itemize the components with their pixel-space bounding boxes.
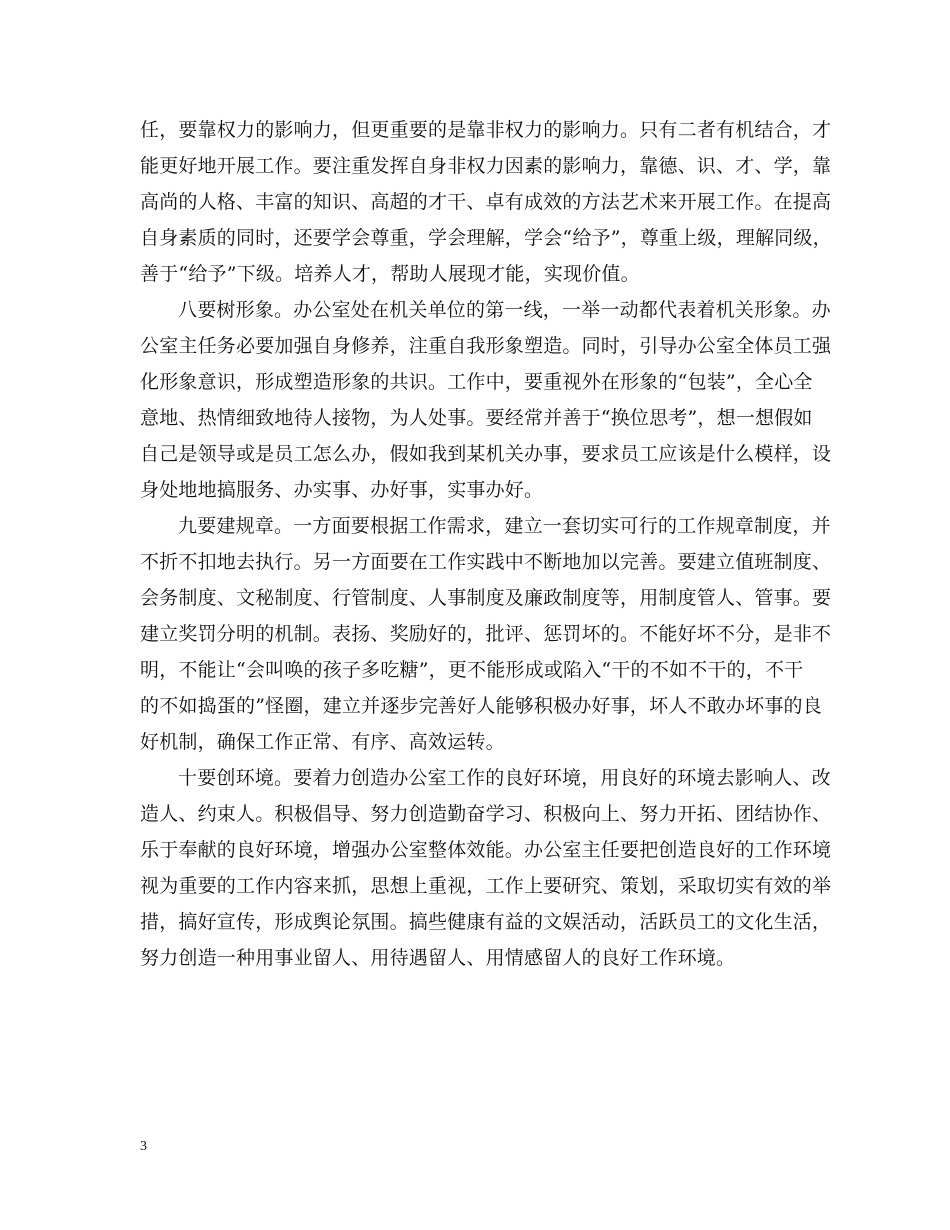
paragraph-line: 努力创造一种用事业留人、用待遇留人、用情感留人的良好工作环境。 [140,947,736,969]
paragraph-line: 会务制度、文秘制度、行管制度、人事制度及廉政制度等，用制度管人、管事。要 [140,587,832,609]
paragraph-line: 视为重要的工作内容来抓，思想上重视，工作上要研究、策划，采取切实有效的举 [140,875,832,897]
paragraph-line: 意地、热情细致地待人接物，为人处事。要经常并善于“换位思考”，想一想假如 [140,407,813,429]
paragraph-first-line: 九要建规章。一方面要根据工作需求，建立一套切实可行的工作规章制度，并 [178,515,831,537]
paragraph-first-line: 八要树形象。办公室处在机关单位的第一线，一举一动都代表着机关形象。办 [178,299,831,321]
page-number: 3 [140,1139,147,1154]
paragraph-line: 能更好地开展工作。要注重发挥自身非权力因素的影响力，靠德、识、才、学，靠 [140,155,832,177]
paragraph-line: 建立奖罚分明的机制。表扬、奖励好的，批评、惩罚坏的。不能好坏不分，是非不 [140,623,832,645]
paragraph-line: 化形象意识，形成塑造形象的共识。工作中，要重视外在形象的“包装”，全心全 [140,371,813,393]
paragraph-line: 不折不扣地去执行。另一方面要在工作实践中不断地加以完善。要建立值班制度、 [140,551,832,573]
paragraph-line: 措，搞好宣传，形成舆论氛围。搞些健康有益的文娱活动，活跃员工的文化生活， [140,911,832,933]
paragraph-line: 明，不能让“会叫唤的孩子多吃糖”，更不能形成或陷入“干的不如不干的，不干 [140,659,804,681]
paragraph-line: 自身素质的同时，还要学会尊重，学会理解，学会“给予”，尊重上级，理解同级， [140,227,832,249]
paragraph-line: 身处地地搞服务、办实事、办好事，实事办好。 [140,479,544,501]
paragraph-line: 公室主任务必要加强自身修养，注重自我形象塑造。同时，引导办公室全体员工强 [140,335,832,357]
body-text [140,112,832,976]
paragraph-line: 善于“给予”下级。培养人才，帮助人展现才能，实现价值。 [140,263,640,285]
paragraph-line: 高尚的人格、丰富的知识、高超的才干、卓有成效的方法艺术来开展工作。在提高 [140,191,832,213]
paragraph-line: 任，要靠权力的影响力，但更重要的是靠非权力的影响力。只有二者有机结合，才 [140,119,832,141]
paragraph-line: 乐于奉献的良好环境，增强办公室整体效能。办公室主任要把创造良好的工作环境 [140,839,832,861]
paragraph-line: 好机制，确保工作正常、有序、高效运转。 [140,731,505,753]
paragraph-line: 的不如捣蛋的”怪圈，建立并逐步完善好人能够积极办好事，坏人不敢办坏事的良 [140,695,822,717]
paragraph-line: 造人、约束人。积极倡导、努力创造勤奋学习、积极向上、努力开拓、团结协作、 [140,803,832,825]
paragraph-line: 自己是领导或是员工怎么办，假如我到某机关办事，要求员工应该是什么模样，设 [140,443,832,465]
paragraph-first-line: 十要创环境。要着力创造办公室工作的良好环境，用良好的环境去影响人、改 [178,767,831,789]
